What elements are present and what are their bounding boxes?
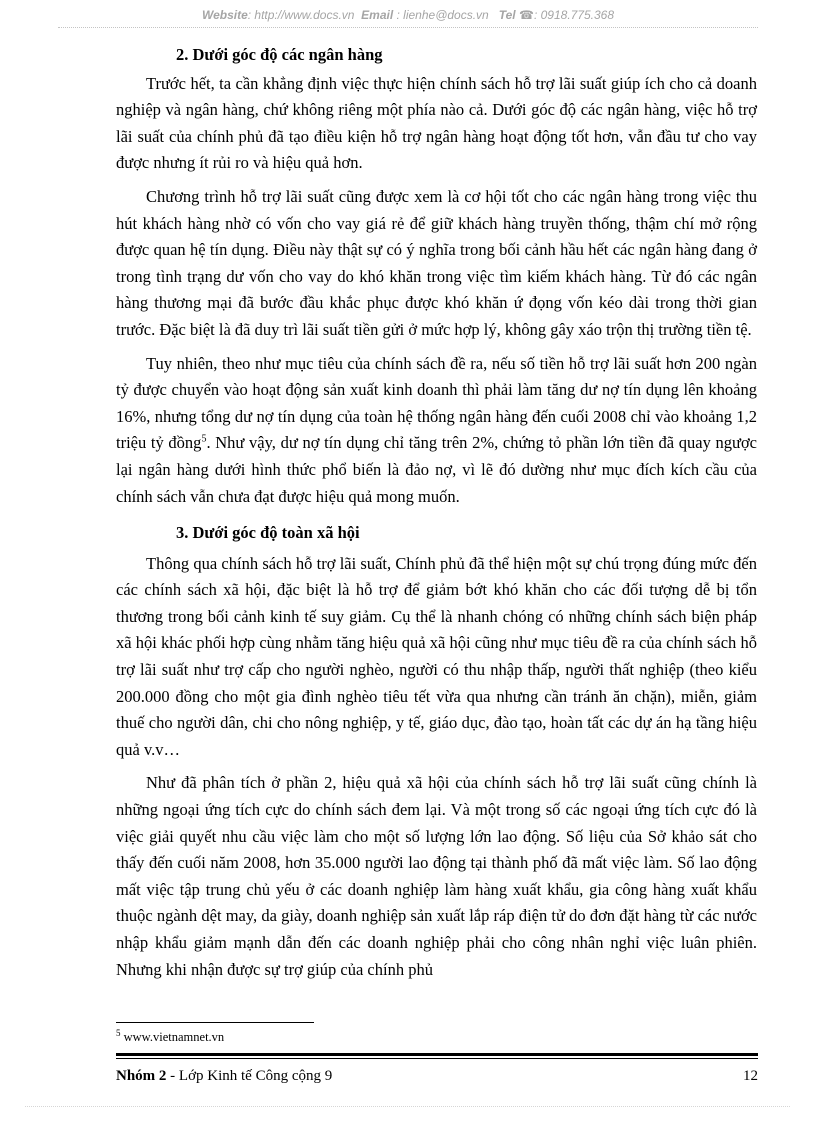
bottom-divider: [25, 1106, 790, 1107]
paragraph-text: Tuy nhiên, theo như mục tiêu của chính sách đề ra, nếu số tiền hỗ trợ lãi suất hơn 200 ngàn tỷ được chuyển vào hoạt động sản xuất kinh doanh thì phải làm tăng dư nợ tín dụng lên khoảng 16%, nhưng tổng dư nợ tín dụng của toàn hệ thống ngân hàng đến cuối 2008 chỉ vào khoảng 1,2 triệu tỷ đồng: [116, 353, 757, 453]
footer-divider: [116, 1053, 758, 1059]
document-body: [116, 40, 757, 990]
footnote-text: www.vietnamnet.vn: [120, 1030, 225, 1044]
section-heading-banks: 2. Dưới góc độ các ngân hàng: [176, 45, 383, 64]
page-number: 12: [743, 1068, 758, 1084]
paragraph: Chương trình hỗ trợ lãi suất cũng được xem là cơ hội tốt cho các ngân hàng trong việc thu hút khách hàng nhờ có vốn cho vay giá rẻ để giữ khách hàng truyền thống, thậm chí mở rộng được quan hệ tín dụng. Điều này thật sự có ý nghĩa trong bối cảnh hầu hết các ngân hàng đang ở trong tình trạng dư vốn cho vay do khó khăn trong việc tìm kiếm khách hàng. Từ đó các ngân hàng thương mại đã bước đầu khắc phục được khó khăn ứ đọng vốn kéo dài trong thời gian trước. Đặc biệt là đã duy trì lãi suất tiền gửi ở mức hợp lý, không gây xáo trộn thị trường tiền tệ.: [116, 186, 757, 339]
tel-label: Tel: [498, 8, 516, 22]
website-label: Website: [201, 8, 248, 22]
footer-group-label: [116, 1068, 332, 1085]
footer-group: Nhóm 2: [116, 1068, 167, 1084]
paragraph: [116, 351, 757, 511]
header-divider: [58, 27, 758, 28]
email-address[interactable]: : lienhe@docs.vn: [396, 8, 489, 22]
site-header: [0, 8, 816, 22]
paragraph: Thông qua chính sách hỗ trợ lãi suất, Chính phủ đã thể hiện một sự chú trọng đúng mức đến các chính sách xã hội, đặc biệt là hỗ trợ để giảm bớt khó khăn cho các đối tượng dễ bị tổn thương trong bối cảnh kinh tế suy giảm. Cụ thể là nhanh chóng có những chính sách biện pháp xã hội khác phối hợp cùng nhằm tăng hiệu quả xã hội cũng như mục tiêu đề ra của chính sách hỗ trợ lãi suất như trợ cấp cho người nghèo, người có thu nhập thấp, người thất nghiệp (theo kiểu 200.000 đồng cho một gia đình nghèo tiêu tết vừa qua nhưng cần tránh ăn chặn), miễn, giảm thuế cho người dân, chi cho nông nghiệp, y tế, giáo dục, đào tạo, hoàn tất các dự án hạ tầng hiệu quả v.v…: [116, 553, 757, 759]
paragraph: Như đã phân tích ở phần 2, hiệu quả xã hội của chính sách hỗ trợ lãi suất cũng chính là những ngoại ứng tích cực do chính sách đem lại. Và một trong số các ngoại ứng tích cực đó là việc giải quyết nhu cầu việc làm cho một số lượng lớn lao động. Số liệu của Sở khảo sát cho thấy đến cuối năm 2008, hơn 35.000 người lao động tại thành phố đã mất việc làm. Số lao động mất việc tập trung chủ yếu ở các doanh nghiệp làm hàng xuất khẩu, gia công hàng xuất khẩu thuộc ngành dệt may, da giày, doanh nghiệp sản xuất lắp ráp điện tử do đơn đặt hàng từ các nước nhập khẩu giảm mạnh dẫn đến các doanh nghiệp phải cho công nhân nghỉ việc luân phiên. Nhưng khi nhận được sự trợ giúp của chính phủ: [116, 773, 757, 979]
footnote-ref: 5: [201, 433, 207, 445]
paragraph: Trước hết, ta cần khẳng định việc thực hiện chính sách hỗ trợ lãi suất giúp ích cho cả doanh nghiệp và ngân hàng, chứ không riêng một phía nào cả. Dưới góc độ các ngân hàng, việc hỗ trợ lãi suất của chính phủ đã tạo điều kiện hỗ trợ ngân hàng hoạt động tốt hơn, vẫn đầu tư cho vay được nhưng ít rủi ro và hiệu quả hơn.: [116, 73, 757, 173]
email-label: Email: [361, 8, 394, 22]
footnote-divider: [116, 1022, 314, 1023]
footer-class: - Lớp Kinh tế Công cộng 9: [166, 1068, 333, 1084]
phone-number: : 0918.775.368: [533, 8, 615, 22]
footnote: [116, 1027, 225, 1045]
footnote-number: 5: [116, 1027, 121, 1038]
section-heading-society: 3. Dưới góc độ toàn xã hội: [176, 523, 360, 543]
paragraph-text: . Như vậy, dư nợ tín dụng chỉ tăng trên 2%, chứng tỏ phần lớn tiền đã quay ngược lại ngân hàng dưới hình thức phổ biến là đảo nợ, vì lẽ đó dường như mục đích kích cầu của chính sách vẫn chưa đạt được hiệu quả mong muốn.: [116, 433, 758, 506]
phone-icon: ☎: [519, 8, 534, 22]
website-url[interactable]: : http://www.docs.vn: [247, 8, 355, 22]
